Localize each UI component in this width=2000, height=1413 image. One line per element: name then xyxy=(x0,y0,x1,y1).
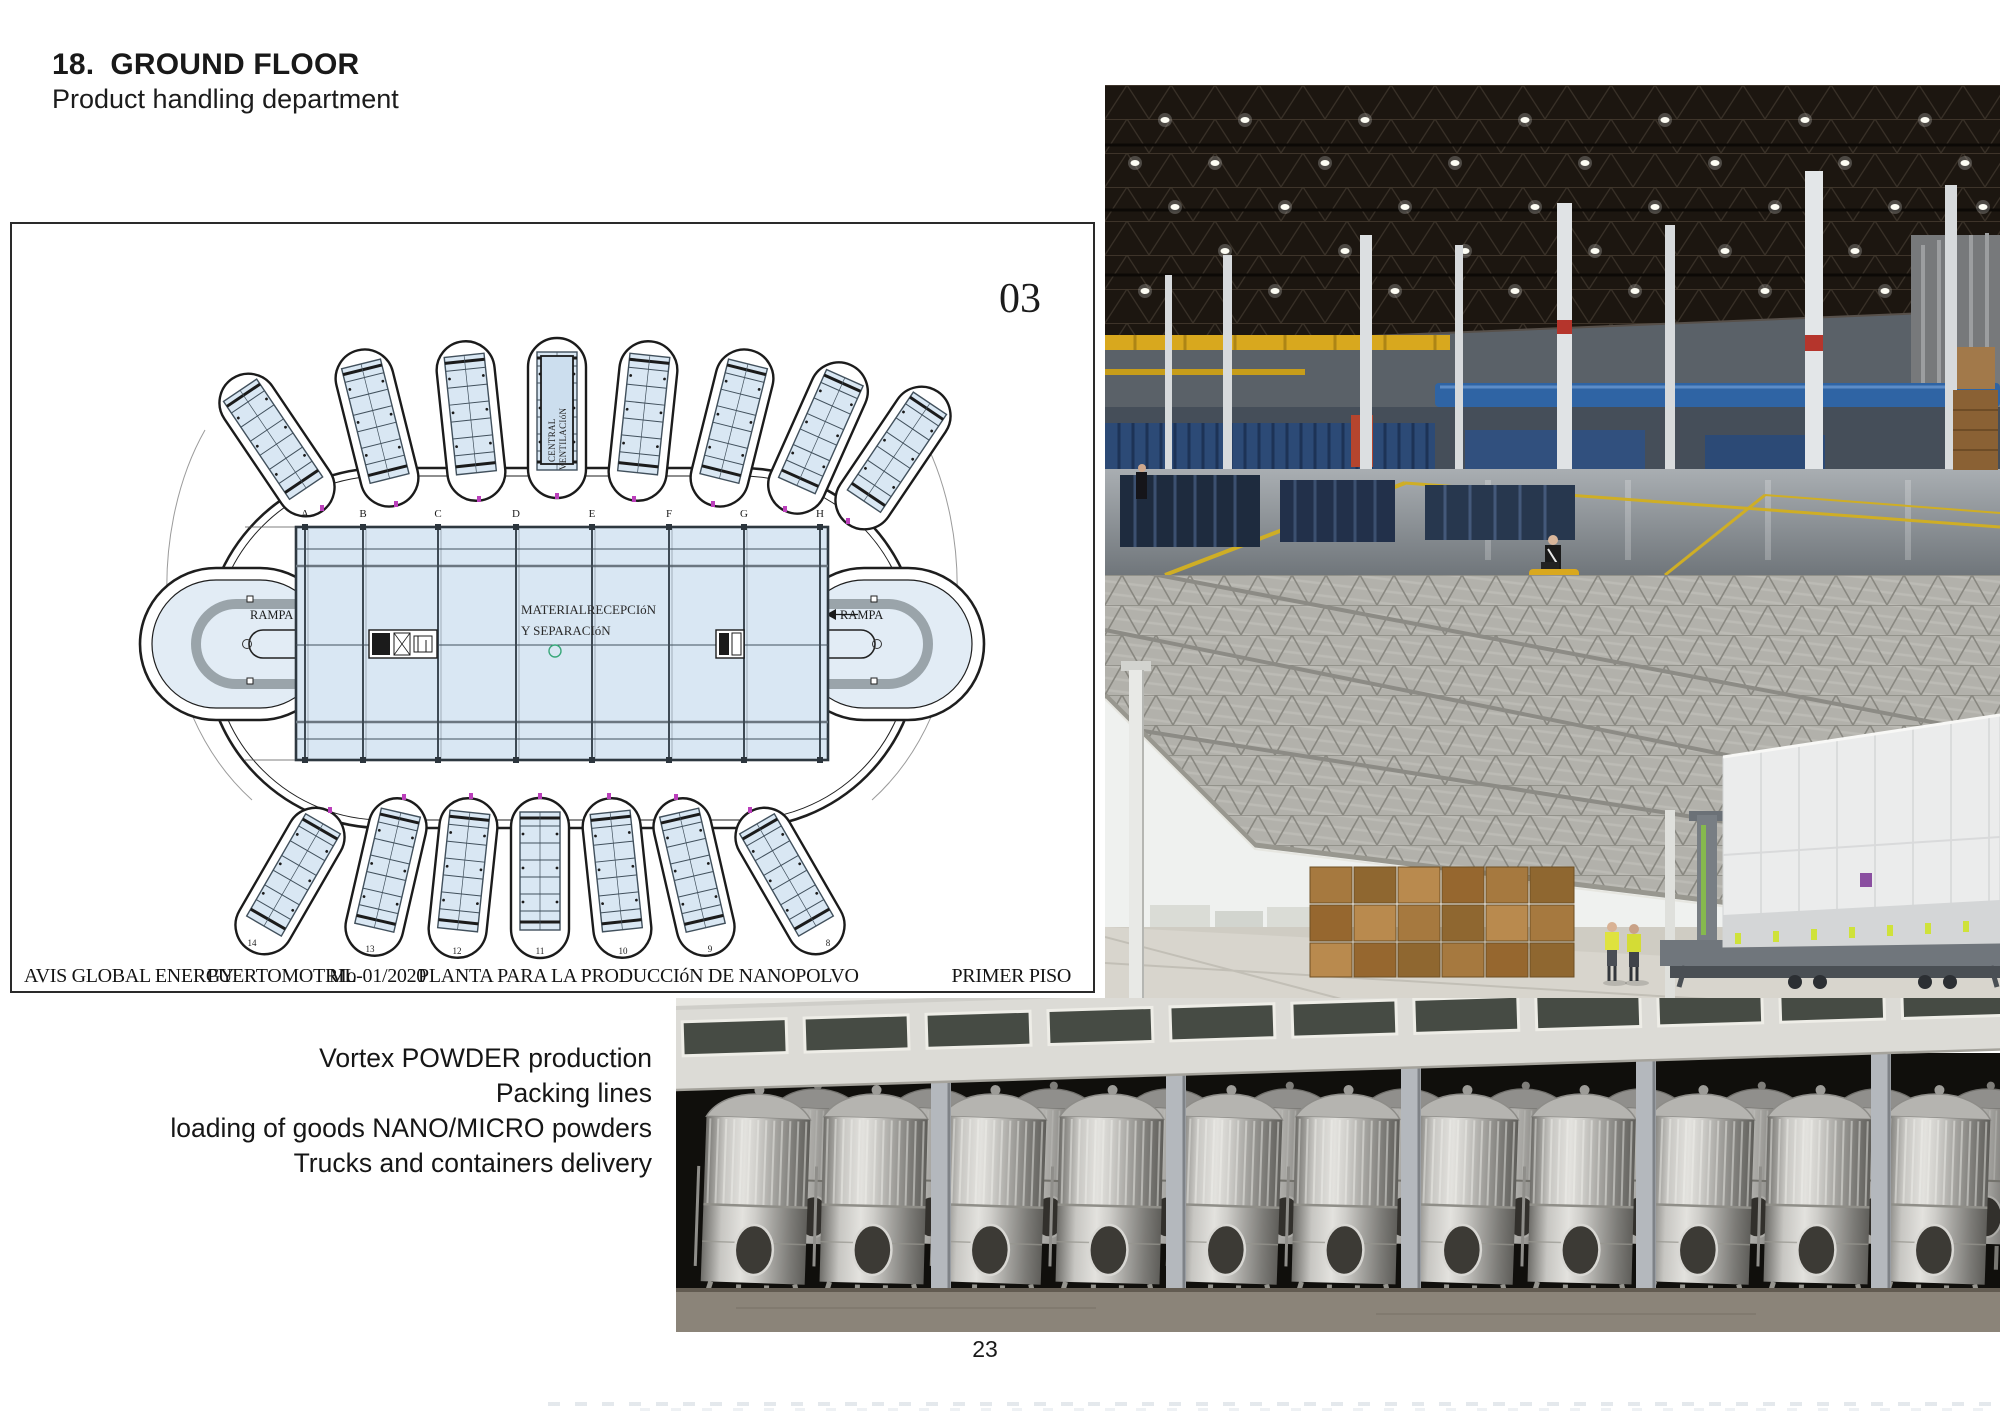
page-heading xyxy=(52,48,359,82)
machinery-band xyxy=(1105,407,2000,475)
plan-footer-location: PUERTOMOTRIL xyxy=(207,965,357,987)
heading-title: GROUND FLOOR xyxy=(110,48,360,81)
grid-letter: D xyxy=(512,508,520,520)
equipment-block-left xyxy=(369,630,437,658)
cardboard-box-stacks xyxy=(1310,867,1574,977)
ramp-left-label: RAMPA xyxy=(250,608,294,622)
grid-letter: E xyxy=(588,508,596,520)
plan-footer xyxy=(24,965,1071,987)
tank-row-front xyxy=(694,1083,1992,1316)
photo-factory-interior xyxy=(1105,85,2000,575)
pod-number: 13 xyxy=(365,944,375,954)
caption-line: loading of goods NANO/MICRO powders xyxy=(170,1113,652,1143)
pod-number: 11 xyxy=(535,946,545,956)
page-subtitle: Product handling department xyxy=(52,84,399,114)
photo-steel-tanks xyxy=(676,998,2000,1332)
central-hall-label-line1: MATERIALRECEPCIóN xyxy=(521,602,657,617)
factory-ceiling xyxy=(1105,85,2000,347)
page-number: 23 xyxy=(972,1336,998,1362)
grid-letter: H xyxy=(816,508,824,520)
drawing-number: 03 xyxy=(999,276,1041,322)
floor-plan-drawing xyxy=(10,222,1095,993)
bottom-edge-artifact xyxy=(640,1408,2000,1411)
plan-footer-title: PLANTA PARA LA PRODUCCIóN DE NANOPOLVO xyxy=(418,965,859,987)
plan-footer-floor: PRIMER PISO xyxy=(951,965,1071,987)
caption-line: Trucks and containers delivery xyxy=(293,1148,652,1178)
pod-number: 10 xyxy=(618,946,628,956)
white-wrapped-cargo xyxy=(1723,715,2000,947)
photo-loading-canopy xyxy=(1105,575,2000,1000)
ramp-right-label: RAMPA xyxy=(840,608,884,622)
grid-letter: G xyxy=(740,508,748,520)
bottom-edge-artifact xyxy=(548,1402,2000,1406)
caption-line: Vortex POWDER production xyxy=(319,1043,652,1073)
floor-plan-panel xyxy=(10,222,1095,993)
grid-letter: B xyxy=(359,508,367,520)
foreground-racks xyxy=(1120,475,1575,547)
grid-letter: F xyxy=(665,508,673,520)
grid-letter: C xyxy=(434,508,442,520)
plan-footer-company: AVIS GLOBAL ENERGY xyxy=(24,965,235,987)
vent-label-line1: CENTRAL xyxy=(547,418,557,462)
grid-letter: A xyxy=(301,508,309,520)
caption-line: Packing lines xyxy=(495,1078,652,1108)
vent-label-line2: VENTILACIóN xyxy=(558,407,568,470)
pallet-boxes-right xyxy=(1953,347,1998,470)
equipment-block-right xyxy=(716,630,744,658)
heading-number: 18. xyxy=(52,48,95,81)
pod-number: 9 xyxy=(707,944,713,954)
pod-number: 8 xyxy=(825,938,831,948)
central-ventilation-pod xyxy=(541,356,573,470)
cargo-purple-tag xyxy=(1860,873,1872,887)
foreground-curb xyxy=(676,1290,2000,1332)
plan-footer-docref: Mo-01/2020 xyxy=(329,965,427,987)
bottom-pods xyxy=(225,793,855,965)
pod-number: 14 xyxy=(247,938,257,948)
caption-block xyxy=(150,1041,652,1181)
pod-number: 12 xyxy=(452,946,462,956)
central-hall-label-line2: Y SEPARACIóN xyxy=(521,623,611,638)
